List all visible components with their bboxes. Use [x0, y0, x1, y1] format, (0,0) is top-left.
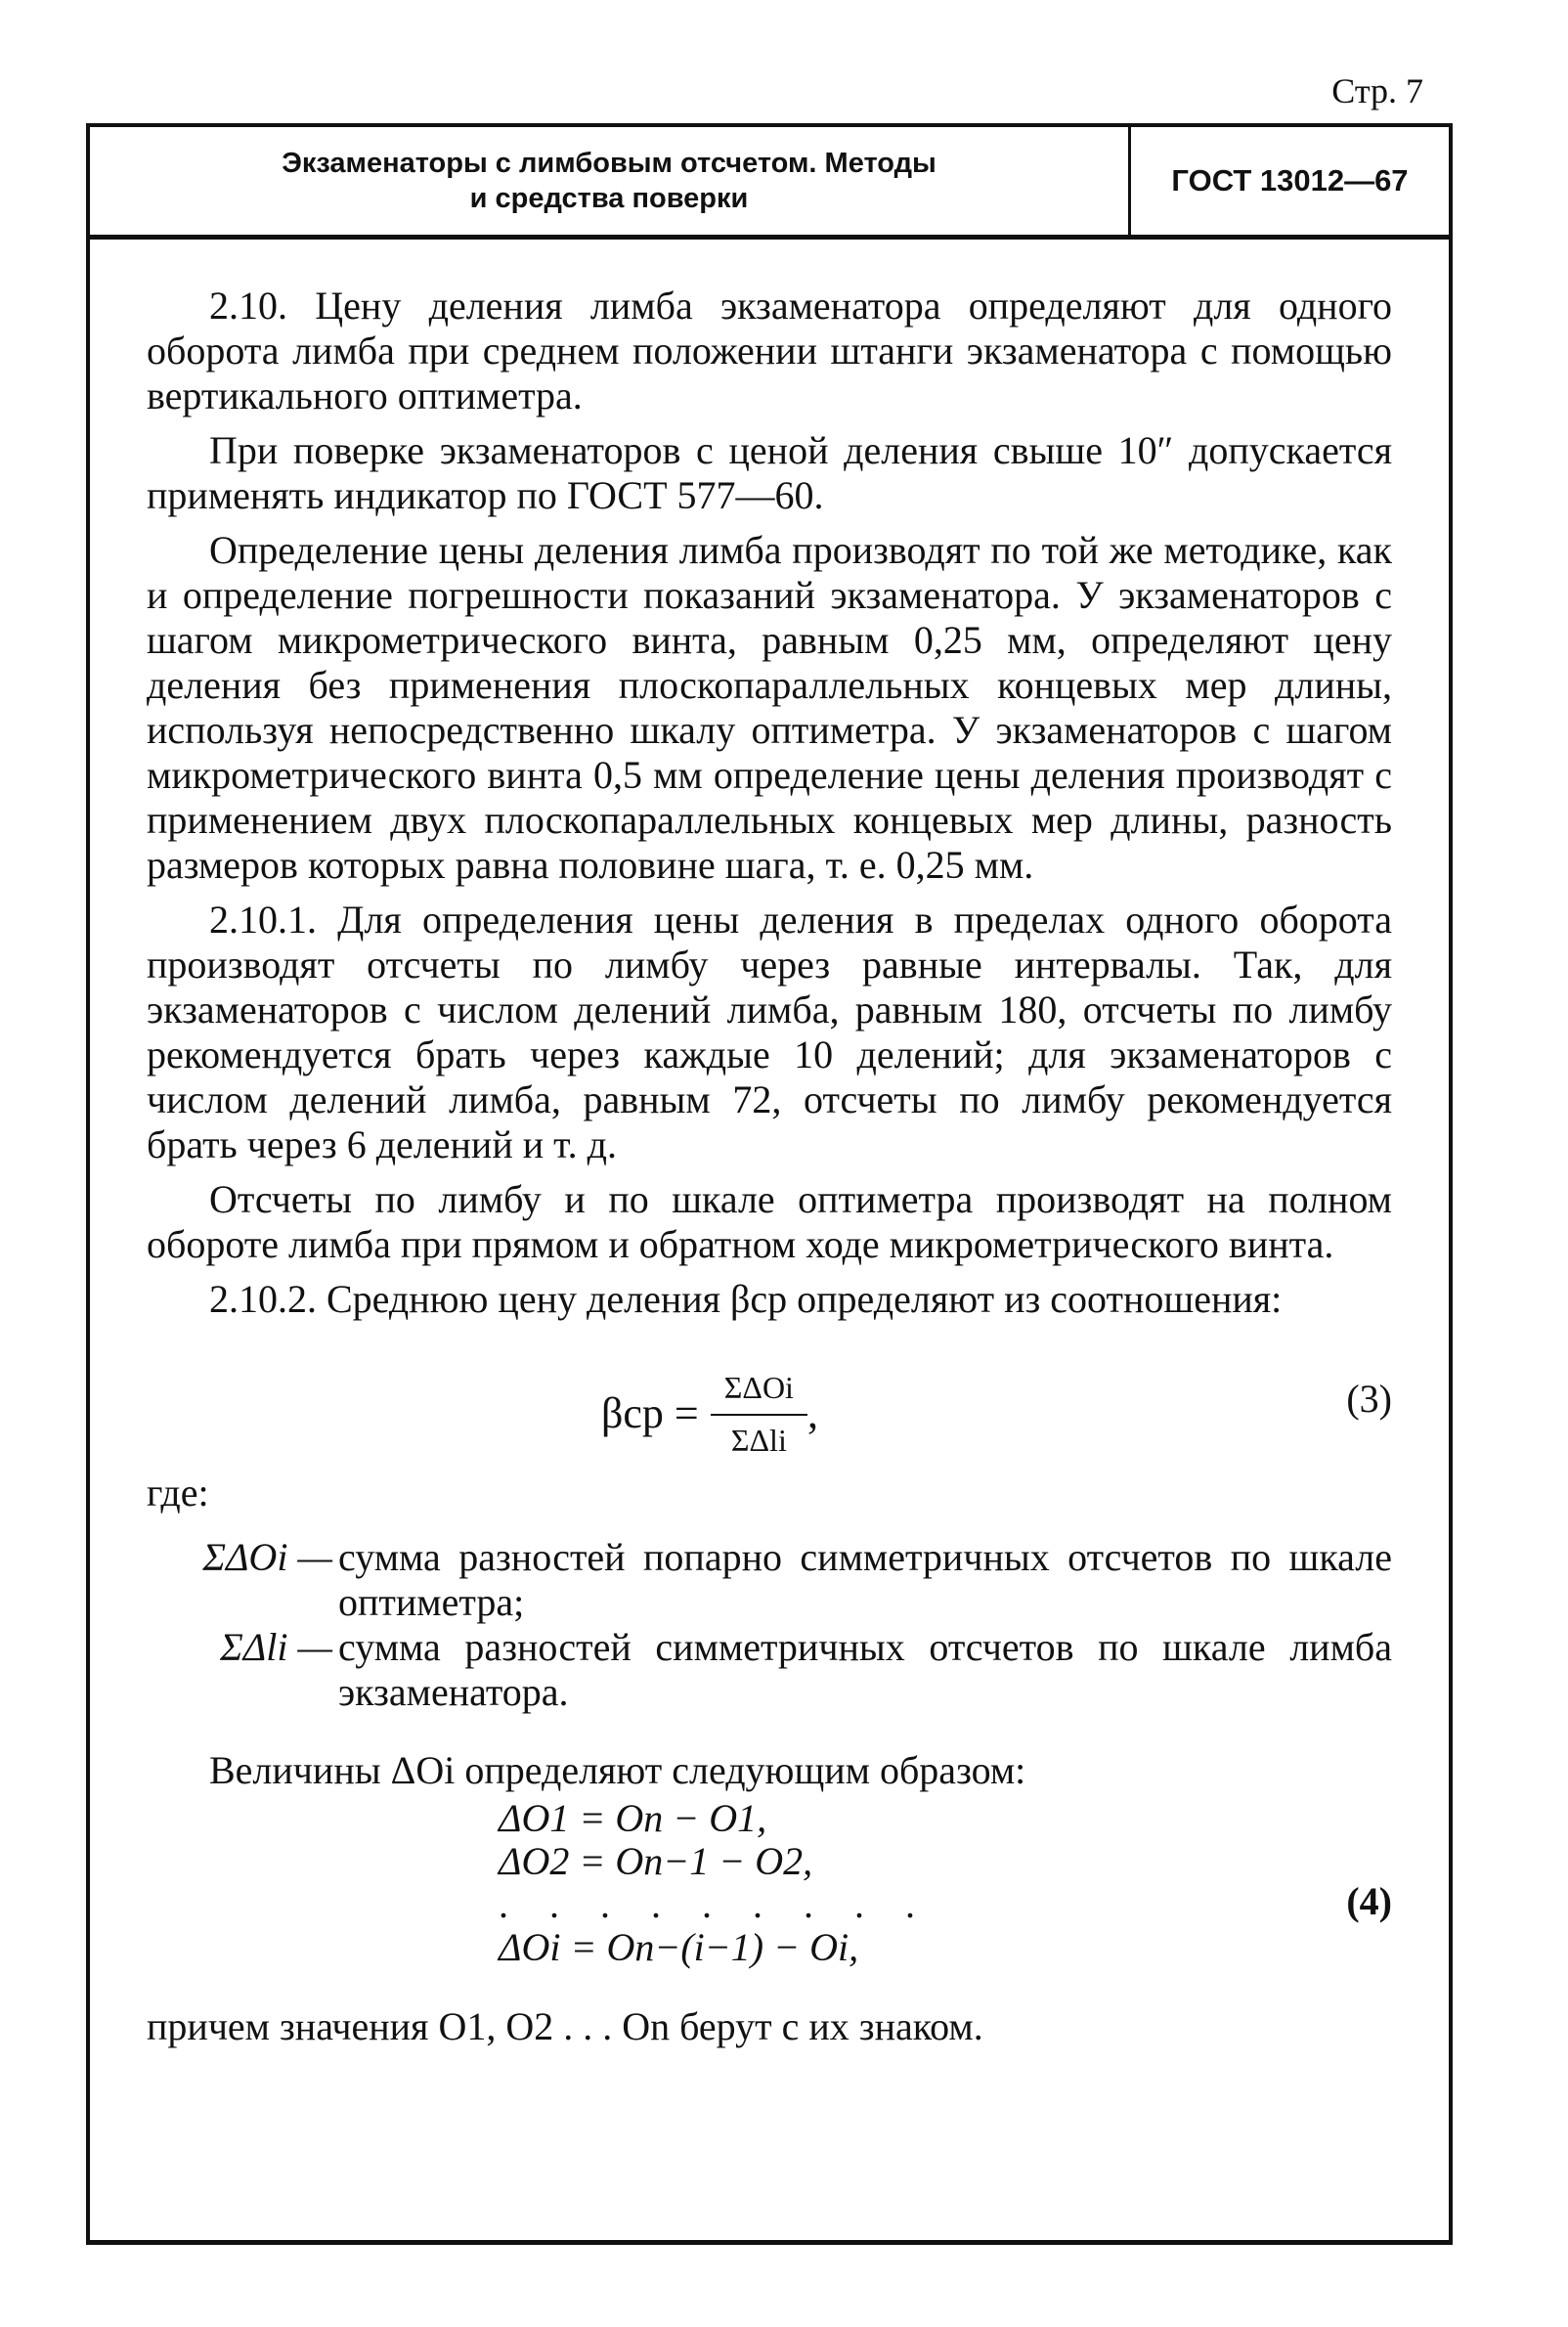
definition-symbol: ΣΔOi —	[202, 1535, 332, 1579]
formula-4-intro: Величины ΔOi определяют следующим образом:	[209, 1748, 1026, 1792]
closing-line: причем значения O1, O2 . . . On берут с их знаком.	[147, 2004, 983, 2048]
paragraph-2-10-2: 2.10.2. Среднюю цену деления βср определяют из соотношения:	[209, 1277, 1283, 1321]
definition-text: сумма разностей симметричных отсчетов по шкале лимба экзаменатора.	[338, 1625, 1392, 1714]
document-body	[147, 284, 1392, 2049]
page-frame	[86, 123, 1453, 2245]
standard-code: ГОСТ 13012—67	[1171, 163, 1409, 198]
formula-4	[147, 1797, 1392, 2004]
header-title	[90, 127, 1131, 235]
formula-3	[147, 1347, 1392, 1463]
header-title-line1: Экзаменаторы с лимбовым отсчетом. Методы	[282, 148, 936, 179]
formula-3-lhs: βср =	[601, 1389, 699, 1437]
where-label: где:	[147, 1471, 209, 1515]
paragraph-indicator: При поверке экзаменаторов с ценой деления свыше 10″ допускается применять индикатор по ГОСТ 577—60.	[147, 428, 1392, 517]
definition-item	[147, 1535, 1392, 1625]
formula-4-lines	[499, 1797, 931, 1969]
paragraph-method: Определение цены деления лимба производят по той же методике, как и определение погрешности показаний экзаменатора. У экзаменаторов с шагом микрометрического винта, равным 0,25 мм, определяют цену деления без применения плоскопараллельных концевых мер длины, используя непосредственно шкалу оптиметра. У экзаменаторов с шагом микрометрического винта 0,5 мм определение цены деления производят с применением двух плоскопараллельных концевых мер длины, разность размеров которых равна половине шага, т. е. 0,25 мм.	[147, 528, 1392, 887]
formula-4-number: (4)	[1346, 1879, 1392, 1923]
formula-4-line: ΔO2 = On−1 − O2,	[499, 1839, 813, 1883]
paragraph-2-10-1: 2.10.1. Для определения цены деления в пределах одного оборота производят отсчеты по лимбу через равные интервалы. Так, для экзаменаторов с числом делений лимба, равным 180, отсчеты по лимбу рекомендуется брать через каждые 10 делений; для экзаменаторов с числом делений лимба, равным 72, отсчеты по лимбу рекомендуется брать через 6 делений и т. д.	[147, 898, 1392, 1166]
formula-3-fraction	[711, 1365, 807, 1463]
definition-item	[147, 1625, 1392, 1715]
page-number: Стр. 7	[1331, 71, 1423, 110]
paragraph-2-10: 2.10. Цену деления лимба экзаменатора определяют для одного оборота лимба при среднем положении штанги экзаменатора с помощью вертикального оптиметра.	[147, 284, 1392, 417]
formula-4-ellipsis: . . . . . . . . .	[499, 1882, 931, 1926]
formula-4-line: ΔO1 = On − O1,	[499, 1796, 767, 1840]
formula-3-denominator: ΣΔli	[730, 1423, 787, 1458]
formula-3-numerator: ΣΔOi	[711, 1365, 807, 1416]
definitions	[147, 1535, 1392, 1715]
formula-4-line: ΔOi = On−(i−1) − Oi,	[499, 1925, 859, 1969]
formula-3-tail: ,	[806, 1389, 818, 1437]
header	[90, 127, 1449, 240]
definition-symbol: ΣΔli —	[219, 1625, 332, 1669]
formula-3-number: (3)	[1346, 1377, 1392, 1421]
definition-text: сумма разностей попарно симметричных отсчетов по шкале оптиметра;	[338, 1535, 1392, 1624]
header-title-line2: и средства поверки	[469, 183, 749, 214]
paragraph-readings: Отсчеты по лимбу и по шкале оптиметра производят на полном обороте лимба при прямом и обратном ходе микрометрического винта.	[147, 1177, 1392, 1266]
